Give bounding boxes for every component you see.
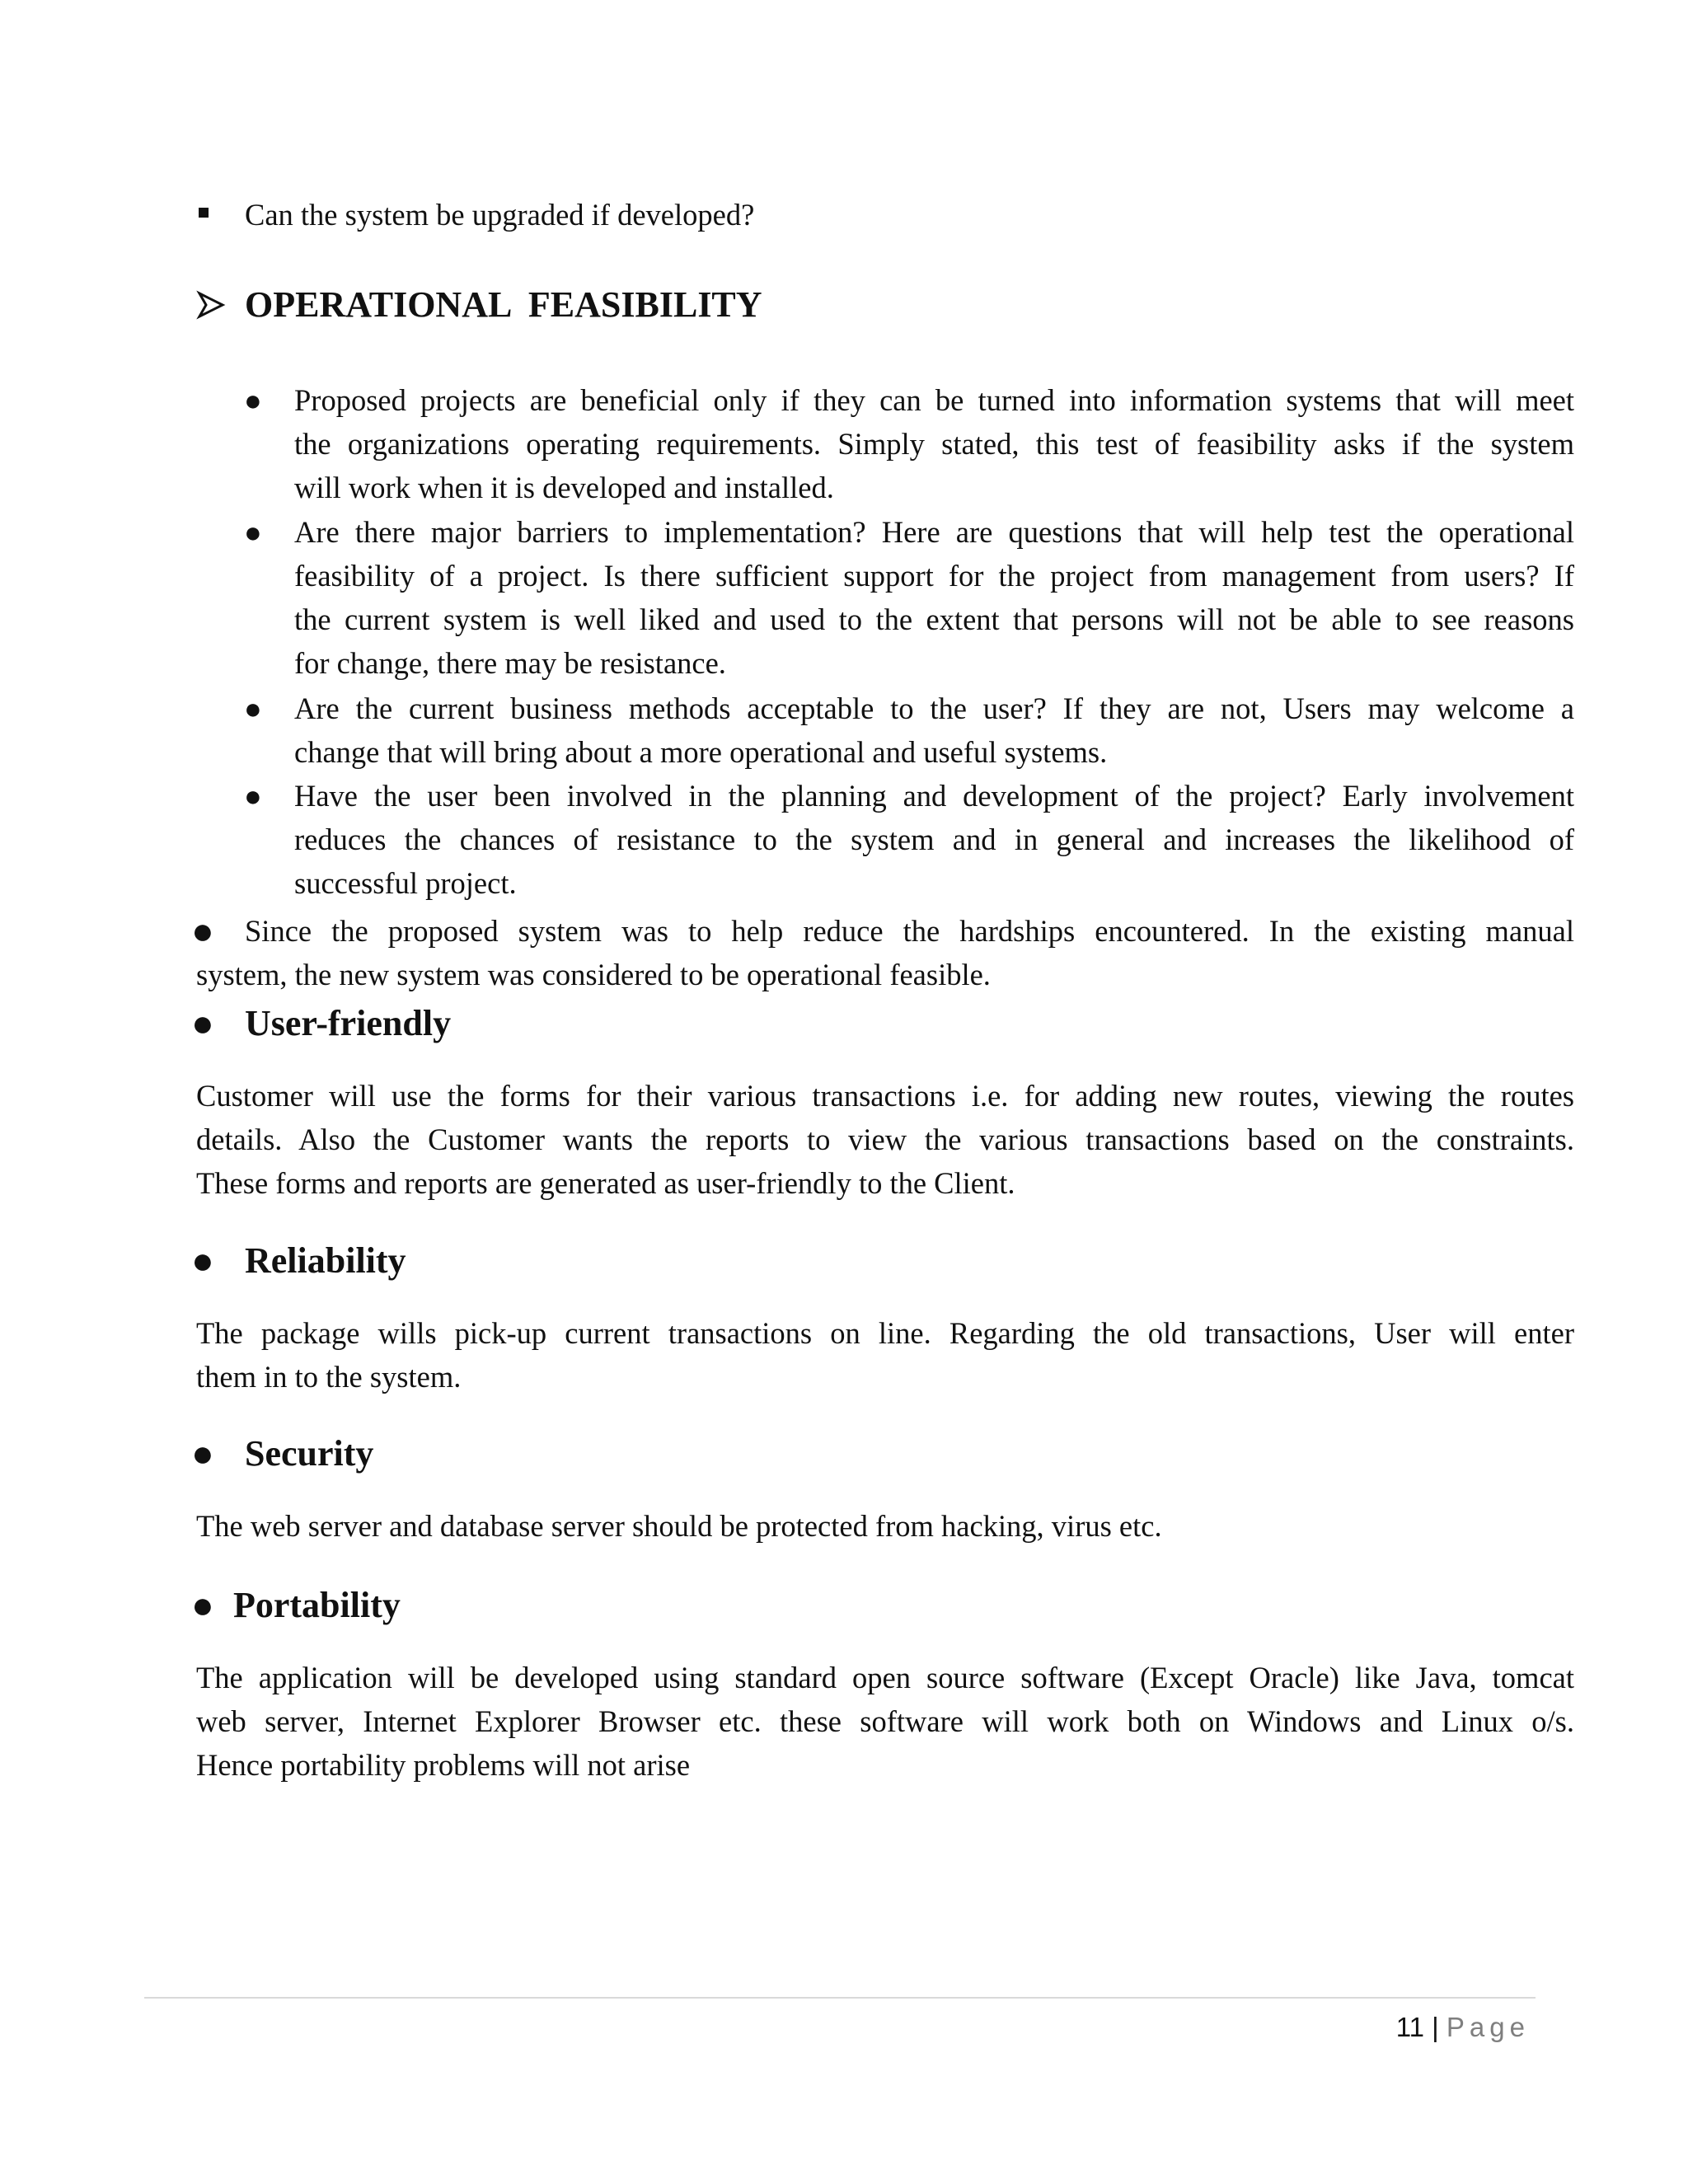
user-friendly-line-1: Customer will use the forms for their various transactions i.e. for adding new routes, viewing the routes bbox=[196, 1079, 1574, 1113]
bullet-2-line-4: for change, there may be resistance. bbox=[294, 646, 726, 680]
portability-line-1: The application will be developed using standard open source software (Except Oracle) like Java, tomcat bbox=[196, 1661, 1574, 1694]
bullet-1-line-2: the organizations operating requirements. Simply stated, this test of feasibility asks if the system bbox=[294, 427, 1574, 461]
heading-portability: Portability bbox=[233, 1585, 401, 1625]
page-number: 11 bbox=[1395, 2012, 1424, 2042]
arrow-right-icon bbox=[196, 290, 226, 320]
summary-line-2: system, the new system was considered to be operational feasible. bbox=[196, 958, 991, 991]
top-bullet-text: Can the system be upgraded if developed? bbox=[245, 198, 755, 232]
bullet-2-line-2: feasibility of a project. Is there sufficient support for the project from management from users? If bbox=[294, 559, 1574, 593]
user-friendly-line-3: These forms and reports are generated as user-friendly to the Client. bbox=[196, 1166, 1015, 1200]
footer-divider bbox=[144, 1997, 1536, 1999]
section-title: OPERATIONAL FEASIBILITY bbox=[245, 284, 762, 325]
heading-security: Security bbox=[245, 1433, 374, 1474]
summary-line-1: Since the proposed system was to help reduce the hardships encountered. In the existing manual bbox=[245, 914, 1574, 948]
heading-user-friendly: User-friendly bbox=[245, 1003, 452, 1043]
page-footer bbox=[1396, 2011, 1530, 2044]
bullet-1-line-1: Proposed projects are beneficial only if they can be turned into information systems that will meet bbox=[294, 383, 1574, 417]
heading-reliability: Reliability bbox=[245, 1240, 406, 1281]
bullet-2-line-3: the current system is well liked and used to the extent that persons will not be able to see reasons bbox=[294, 602, 1574, 636]
bullet-icon: ● bbox=[244, 384, 262, 417]
portability-line-2: web server, Internet Explorer Browser etc. these software will work both on Windows and Linux o/s. bbox=[196, 1704, 1574, 1738]
bullet-3-line-1: Are the current business methods acceptable to the user? If they are not, Users may welcome a bbox=[294, 691, 1574, 725]
page-label: Page bbox=[1446, 2012, 1530, 2042]
square-bullet-icon bbox=[199, 208, 209, 218]
bullet-icon: ● bbox=[191, 1584, 214, 1626]
portability-line-3: Hence portability problems will not arise bbox=[196, 1748, 691, 1782]
reliability-line-2: them in to the system. bbox=[196, 1360, 462, 1394]
bullet-icon: ● bbox=[244, 692, 262, 725]
bullet-4-line-2: reduces the chances of resistance to the system and in general and increases the likelihood of bbox=[294, 823, 1574, 856]
bullet-icon: ● bbox=[191, 1240, 214, 1282]
bullet-icon: ● bbox=[244, 780, 262, 813]
bullet-icon: ● bbox=[244, 516, 262, 549]
reliability-line-1: The package wills pick-up current transactions on line. Regarding the old transactions, User will enter bbox=[196, 1316, 1574, 1350]
bullet-icon: ● bbox=[191, 1432, 214, 1474]
user-friendly-line-2: details. Also the Customer wants the reports to view the various transactions based on the constraints. bbox=[196, 1122, 1574, 1156]
bullet-3-line-2: change that will bring about a more operational and useful systems. bbox=[294, 735, 1108, 769]
security-line-1: The web server and database server should be protected from hacking, virus etc. bbox=[196, 1509, 1162, 1543]
bullet-2-line-1: Are there major barriers to implementation? Here are questions that will help test the operational bbox=[294, 515, 1574, 549]
bullet-4-line-3: successful project. bbox=[294, 866, 517, 900]
bullet-icon: ● bbox=[191, 910, 214, 952]
page-separator: | bbox=[1432, 2012, 1439, 2042]
bullet-4-line-1: Have the user been involved in the planning and development of the project? Early involvement bbox=[294, 779, 1574, 813]
bullet-1-line-3: will work when it is developed and installed. bbox=[294, 471, 834, 504]
bullet-icon: ● bbox=[191, 1002, 214, 1044]
